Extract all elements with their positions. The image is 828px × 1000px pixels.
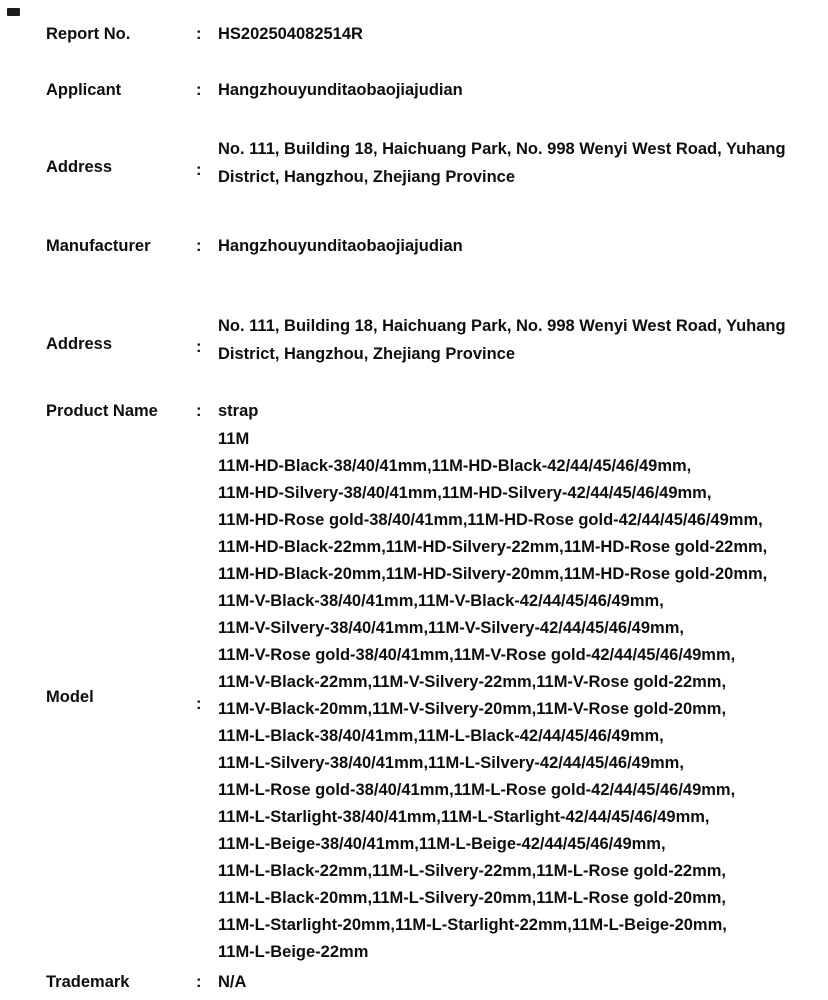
field-colon: : [196, 338, 202, 356]
field-value-address-manufacturer: No. 111, Building 18, Haichuang Park, No. 998 Wenyi West Road, Yuhang District, Hangzhou, Zhejiang Province [218, 317, 786, 363]
model-line: 11M-L-Beige-38/40/41mm,11M-L-Beige-42/44/45/46/49mm, [218, 835, 666, 853]
field-value-applicant: Hangzhouyunditaobaojiajudian [218, 81, 463, 99]
model-line: 11M-HD-Silvery-38/40/41mm,11M-HD-Silvery-42/44/45/46/49mm, [218, 484, 712, 502]
field-label-product-name: Product Name [46, 402, 158, 420]
model-line: 11M-V-Silvery-38/40/41mm,11M-V-Silvery-42/44/45/46/49mm, [218, 619, 684, 637]
model-line: 11M-V-Black-20mm,11M-V-Silvery-20mm,11M-V-Rose gold-20mm, [218, 700, 727, 718]
model-line: 11M-L-Starlight-20mm,11M-L-Starlight-22mm,11M-L-Beige-20mm, [218, 916, 727, 934]
field-value-model-list [218, 426, 767, 966]
model-line: 11M-L-Starlight-38/40/41mm,11M-L-Starlight-42/44/45/46/49mm, [218, 808, 710, 826]
field-value-trademark: N/A [218, 973, 247, 991]
model-line: 11M-L-Beige-22mm [218, 943, 369, 961]
field-colon: : [196, 402, 202, 420]
field-value-manufacturer: Hangzhouyunditaobaojiajudian [218, 237, 463, 255]
field-colon: : [196, 25, 202, 43]
model-line: 11M-L-Rose gold-38/40/41mm,11M-L-Rose gold-42/44/45/46/49mm, [218, 781, 736, 799]
field-label-address-manufacturer: Address [46, 335, 113, 353]
model-line: 11M-HD-Black-38/40/41mm,11M-HD-Black-42/44/45/46/49mm, [218, 457, 692, 475]
model-line: 11M-HD-Black-22mm,11M-HD-Silvery-22mm,11M-HD-Rose gold-22mm, [218, 538, 768, 556]
model-line: 11M-V-Black-22mm,11M-V-Silvery-22mm,11M-V-Rose gold-22mm, [218, 673, 727, 691]
field-label-model: Model [46, 688, 94, 706]
scan-artifact-mark [7, 8, 20, 16]
field-value-address-applicant: No. 111, Building 18, Haichuang Park, No. 998 Wenyi West Road, Yuhang District, Hangzhou, Zhejiang Province [218, 140, 786, 186]
model-line: 11M [218, 430, 250, 448]
model-line: 11M-L-Black-20mm,11M-L-Silvery-20mm,11M-L-Rose gold-20mm, [218, 889, 726, 907]
model-line: 11M-L-Black-22mm,11M-L-Silvery-22mm,11M-L-Rose gold-22mm, [218, 862, 726, 880]
field-label-report-no: Report No. [46, 25, 131, 43]
field-colon: : [196, 973, 202, 991]
field-colon: : [196, 695, 202, 713]
field-colon: : [196, 81, 202, 99]
field-label-trademark: Trademark [46, 973, 130, 991]
model-line: 11M-V-Rose gold-38/40/41mm,11M-V-Rose gold-42/44/45/46/49mm, [218, 646, 736, 664]
model-line: 11M-HD-Black-20mm,11M-HD-Silvery-20mm,11M-HD-Rose gold-20mm, [218, 565, 768, 583]
model-line: 11M-L-Black-38/40/41mm,11M-L-Black-42/44/45/46/49mm, [218, 727, 664, 745]
model-line: 11M-L-Silvery-38/40/41mm,11M-L-Silvery-42/44/45/46/49mm, [218, 754, 684, 772]
model-line: 11M-HD-Rose gold-38/40/41mm,11M-HD-Rose gold-42/44/45/46/49mm, [218, 511, 763, 529]
field-value-report-no: HS202504082514R [218, 25, 363, 43]
model-line: 11M-V-Black-38/40/41mm,11M-V-Black-42/44/45/46/49mm, [218, 592, 664, 610]
field-label-applicant: Applicant [46, 81, 122, 99]
field-colon: : [196, 237, 202, 255]
field-value-product-name: strap [218, 402, 259, 420]
field-label-manufacturer: Manufacturer [46, 237, 151, 255]
field-label-address-applicant: Address [46, 158, 113, 176]
field-colon: : [196, 161, 202, 179]
